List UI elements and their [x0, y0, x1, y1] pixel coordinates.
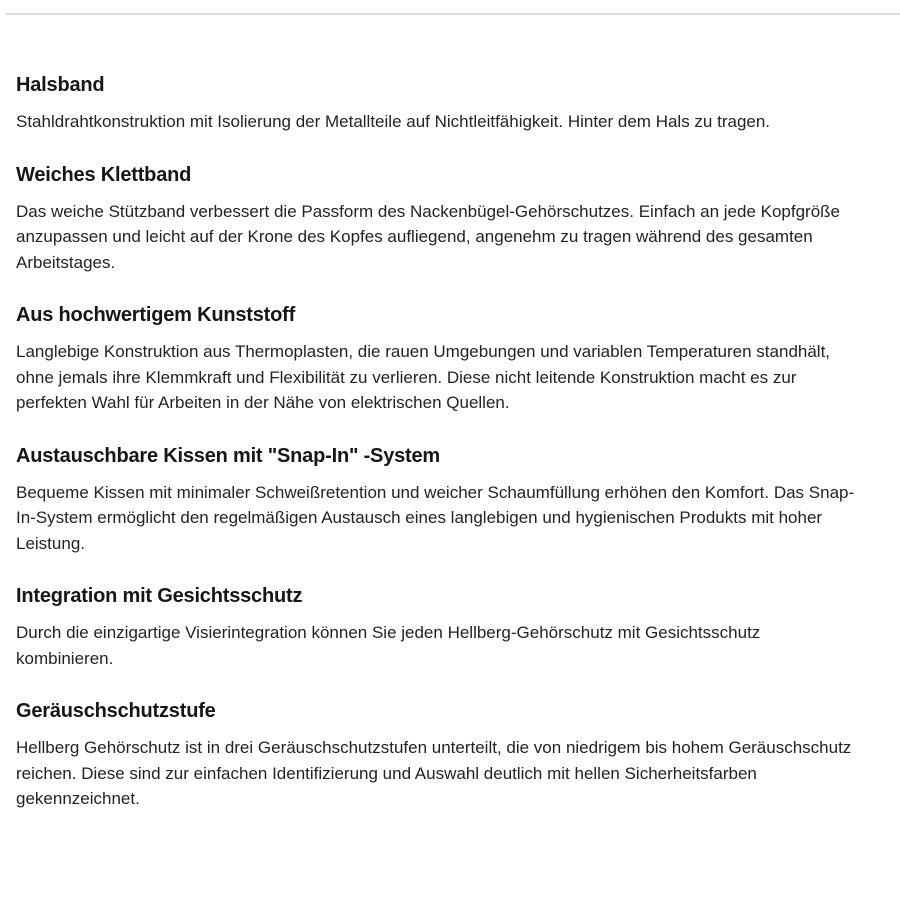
section-heading: Geräuschschutzstufe: [16, 700, 216, 722]
section-body-text: Stahldrahtkonstruktion mit Isolierung der Metallteile auf Nichtleitfähigkeit. Hinter dem Hals zu tragen.: [16, 112, 771, 131]
description-section: [16, 163, 868, 276]
section-heading: Halsband: [16, 74, 105, 96]
section-body-text: Durch die einzigartige Visierintegration können Sie jeden Hellberg-Gehörschutz mit Gesichtsschutz kombinieren.: [16, 623, 761, 668]
description-section: [16, 444, 868, 557]
section-body-text: Das weiche Stützband verbessert die Passform des Nackenbügel-Gehörschutzes. Einfach an jede Kopfgröße anzupassen und leicht auf der Krone des Kopfes aufliegend, angenehm zu tragen während des gesamten Arbeitstages.: [16, 201, 841, 272]
product-description: [0, 73, 868, 812]
section-heading: Austauschbare Kissen mit "Snap-In" -System: [16, 444, 441, 467]
section-body-text: Hellberg Gehörschutz ist in drei Geräuschschutzstufen unterteilt, die von niedrigem bis hohem Geräuschschutz reichen. Diese sind zur einfachen Identifizierung und Auswahl deutlich mit hellen Sicherheitsfarben gekennzeichnet.: [16, 738, 852, 808]
section-heading: Weiches Klettband: [16, 163, 192, 186]
section-divider: [6, 13, 900, 15]
section-body-text: Langlebige Konstruktion aus Thermoplasten, die rauen Umgebungen und variablen Temperaturen standhält, ohne jemals ihre Klemmkraft und Flexibilität zu verlieren. Diese nicht leitende Konstruktion macht es zur perfekten Wahl für Arbeiten in der Nähe von elektrischen Quellen.: [16, 342, 831, 412]
section-heading: Aus hochwertigem Kunststoff: [16, 304, 296, 326]
description-section: [16, 584, 868, 671]
description-section: [16, 699, 868, 812]
description-section: [16, 303, 868, 416]
section-body-text: Bequeme Kissen mit minimaler Schweißretention und weicher Schaumfüllung erhöhen den Komfort. Das Snap-In-System ermöglicht den regelmäßigen Austausch eines langlebigen und hygienischen Produkts mit hoher Leistung.: [16, 482, 855, 553]
description-section: [16, 73, 868, 135]
section-heading: Integration mit Gesichtsschutz: [16, 585, 303, 607]
